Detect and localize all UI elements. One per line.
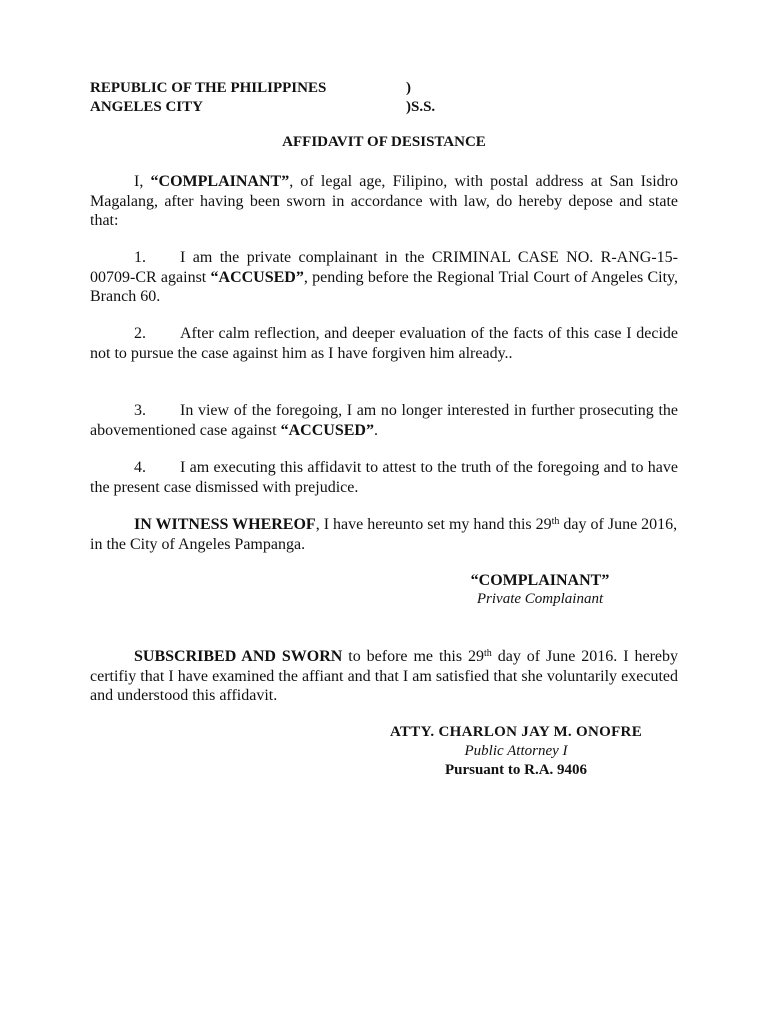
jurat-day-suffix: th [484,648,492,659]
header-ss: )S.S. [406,99,436,115]
attorney-authority: Pursuant to R.A. 9406 [444,762,588,778]
paragraph-2-text: After calm reflection, and deeper evaluation of the facts of this case I decide not to pursue the case against him as I have forgiven him already.. [90,325,678,362]
paragraph-3 [90,401,678,440]
paragraph-1-number: 1. [134,249,146,266]
witness-text: , I have hereunto set my hand this 29 [315,516,552,533]
witness-heading: IN WITNESS WHEREOF [134,516,316,533]
witness-text-end: day of June 2016, in the City of Angeles Pampanga. [90,516,678,553]
paragraph-3-text-end: . [373,421,378,439]
paragraph-2-number: 2. [134,325,146,342]
witness-paragraph [90,515,678,554]
jurat-paragraph [90,647,678,706]
intro-complainant-name: “COMPLAINANT” [150,173,290,190]
jurat-text: to before me this 29 [342,648,484,665]
intro-lead: I, [134,173,151,190]
attorney-title: Public Attorney I [464,743,568,759]
header-city: ANGELES CITY [90,99,203,115]
jurat-text-end: day of June 2016. I hereby certifiy that I have examined the affiant and that I am satisfied that she voluntarily executed and understood this affidavit. [90,648,678,704]
witness-day-suffix: th [551,516,560,527]
document-title: AFFIDAVIT OF DESISTANCE [282,134,486,150]
paragraph-4-number: 4. [134,459,146,476]
paragraph-1-text-end: , pending before the Regional Trial Court of Angeles City, Branch 60. [90,268,678,305]
paragraph-4 [90,458,678,497]
complainant-signature-name: “COMPLAINANT” [470,572,610,589]
paragraph-2 [90,324,678,363]
paragraph-1-accused: “ACCUSED” [210,268,304,286]
header-republic: REPUBLIC OF THE PHILIPPINES [90,80,327,96]
intro-text: , of legal age, Filipino, with postal address at San Isidro Magalang, after having been sworn in accordance with law, do hereby depose and state that: [90,173,679,229]
jurat-heading: SUBSCRIBED AND SWORN [134,648,343,665]
paragraph-3-accused: “ACCUSED” [280,421,374,439]
paragraph-4-text: I am executing this affidavit to attest to the truth of the foregoing and to have the present case dismissed with prejudice. [90,459,678,496]
paragraph-1 [90,248,678,307]
intro-paragraph [90,172,678,231]
header-bracket-1: ) [406,80,411,96]
paragraph-3-number: 3. [134,402,146,419]
attorney-name: ATTY. CHARLON JAY M. ONOFRE [389,724,642,740]
paragraph-3-text: In view of the foregoing, I am no longer interested in further prosecuting the abovementioned case against [90,402,678,439]
paragraph-1-text: I am the private complainant in the CRIMINAL CASE NO. R-ANG-15-00709-CR against [90,249,678,286]
complainant-signature-role: Private Complainant [476,591,604,607]
